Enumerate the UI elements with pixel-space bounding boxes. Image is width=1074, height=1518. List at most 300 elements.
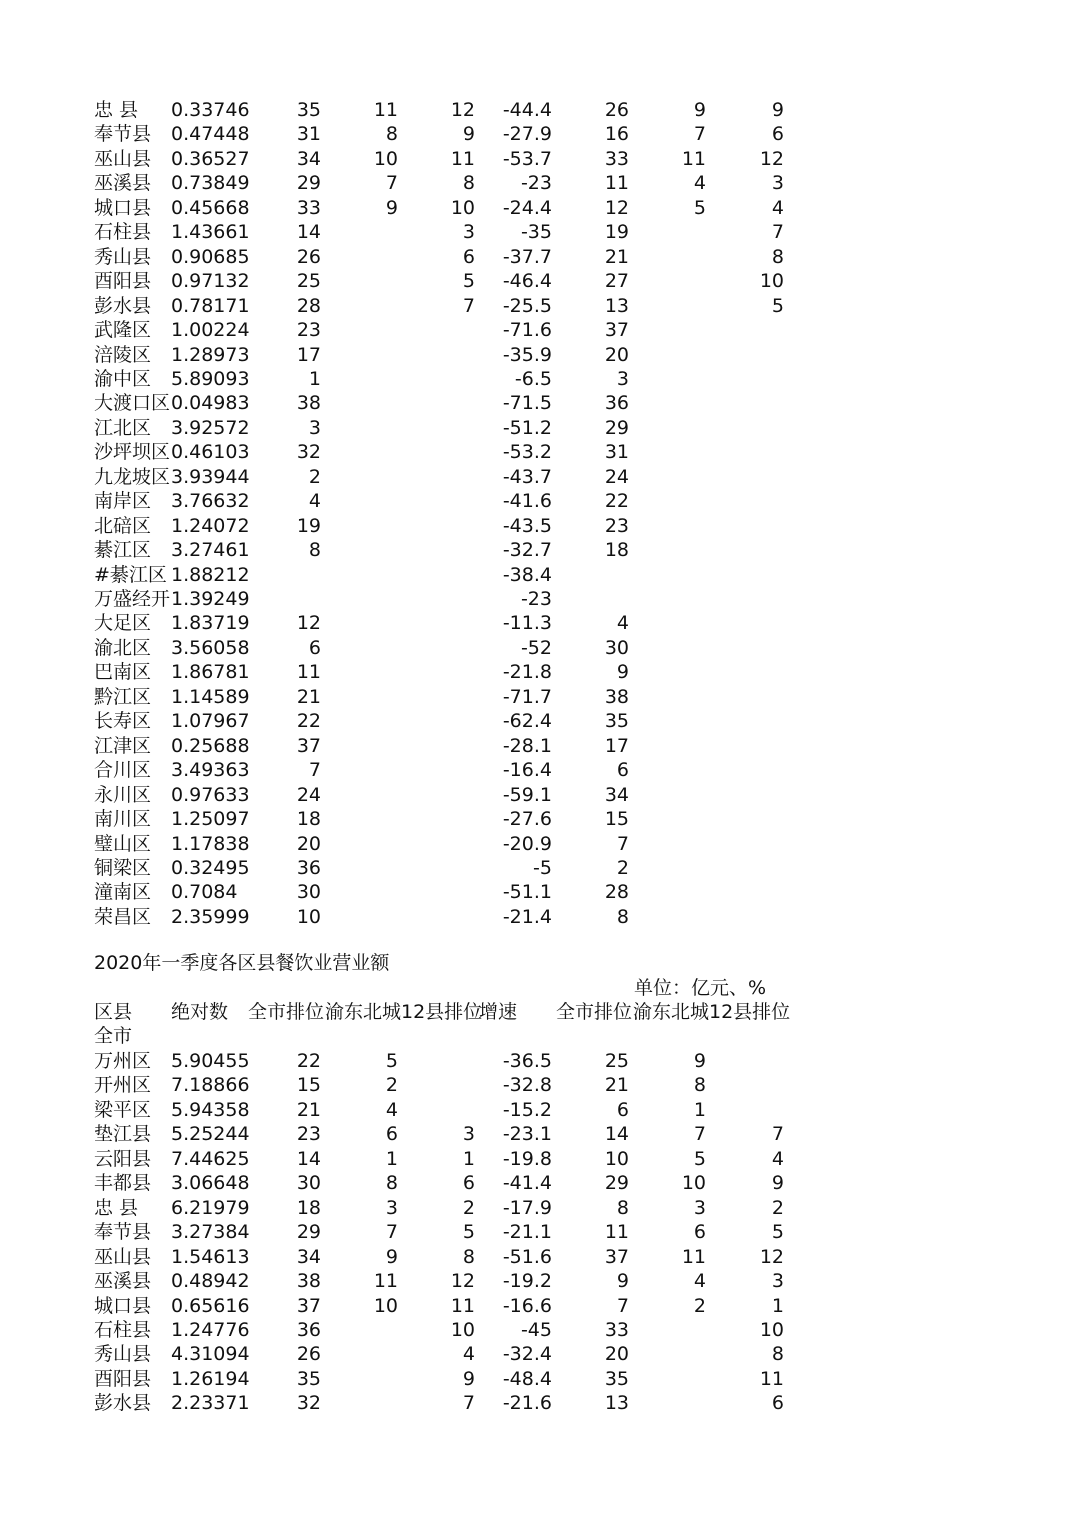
table-cell: 奉节县 — [94, 123, 152, 146]
table-cell: 36 — [296, 856, 321, 879]
table-cell: 11 — [373, 1270, 398, 1293]
table-cell: 巴南区 — [94, 661, 152, 684]
table-cell: 6 — [616, 1098, 629, 1121]
table-cell: 丰都县 — [94, 1172, 152, 1195]
table-row — [0, 1269, 1074, 1293]
table-cell: 7 — [616, 832, 629, 855]
table-cell: 4 — [693, 172, 706, 195]
table-cell: 4 — [616, 612, 629, 635]
table-cell: 石柱县 — [94, 1318, 152, 1341]
table-row — [0, 1294, 1074, 1318]
table-cell: 12 — [450, 99, 475, 121]
table-cell: 15 — [604, 808, 629, 831]
table-cell: 1.88212 — [171, 563, 250, 586]
table-cell: 3 — [385, 1196, 398, 1219]
table-row — [0, 1245, 1074, 1269]
table-cell: 潼南区 — [94, 881, 152, 904]
table-cell: -21.6 — [502, 1392, 552, 1415]
table-cell: 0.97132 — [171, 270, 250, 293]
table-cell: 9 — [693, 1050, 706, 1072]
table-cell: -43.7 — [502, 465, 552, 488]
table-cell: 3.56058 — [171, 636, 250, 659]
table-cell: 8 — [616, 905, 629, 928]
table-cell: 0.48942 — [171, 1270, 250, 1293]
table-cell: 巫山县 — [94, 1245, 152, 1268]
table-cell: 7.18866 — [171, 1074, 250, 1097]
table-cell: 0.97633 — [171, 783, 250, 806]
table-row — [0, 709, 1074, 733]
table-cell: 31 — [296, 123, 321, 146]
table-cell: 云阳县 — [94, 1147, 152, 1170]
table-cell: 九龙坡区 — [94, 465, 171, 488]
table-row — [0, 734, 1074, 758]
table-cell: 0.65616 — [171, 1294, 250, 1317]
table-cell: 14 — [296, 1147, 321, 1170]
table-cell: 江北区 — [94, 416, 152, 439]
table-cell: -32.8 — [502, 1074, 552, 1097]
header-rank-city: 全市排位 — [248, 1001, 325, 1023]
table-cell: 26 — [296, 1343, 321, 1366]
table-cell: -35.9 — [502, 343, 552, 366]
table-cell: 31 — [604, 441, 629, 464]
table-cell: -23 — [520, 588, 552, 610]
table-cell: 14 — [296, 221, 321, 244]
table-cell: -52 — [520, 636, 552, 659]
table-cell: 奉节县 — [94, 1221, 152, 1244]
table-row — [0, 685, 1074, 709]
table-cell: 彭水县 — [94, 294, 152, 317]
table-cell: 34 — [296, 1245, 321, 1268]
table-cell: -19.8 — [502, 1147, 552, 1170]
table-cell: 1.07967 — [171, 710, 250, 733]
table-cell: 7 — [462, 294, 475, 317]
table-cell: 1.24072 — [171, 514, 250, 537]
table-cell: 9 — [616, 661, 629, 684]
table-cell: -21.4 — [502, 905, 552, 928]
table-cell: 7 — [693, 1123, 706, 1146]
table-cell: 14 — [604, 1123, 629, 1146]
table-cell: -36.5 — [502, 1050, 552, 1072]
table-cell: 38 — [604, 685, 629, 708]
table-cell: 9 — [462, 1367, 475, 1390]
table-cell: 沙坪坝区 — [94, 441, 171, 464]
table-cell: 4 — [693, 1270, 706, 1293]
table-cell: 4 — [771, 1147, 784, 1170]
table-cell: -71.6 — [502, 319, 552, 342]
header-rank-city-2: 全市排位 — [556, 1001, 633, 1023]
table-cell: -35 — [520, 221, 552, 244]
table-row — [0, 220, 1074, 244]
table-cell: 忠 县 — [94, 1196, 139, 1219]
table-cell: 10 — [450, 196, 475, 219]
whole-city-row — [0, 1024, 1074, 1048]
table-cell: 渝北区 — [94, 636, 152, 659]
table-cell: 合川区 — [94, 759, 152, 782]
table-cell: 6 — [308, 636, 321, 659]
unit-label: 单位：亿元、% — [634, 977, 767, 999]
table-cell: 9 — [693, 99, 706, 121]
table-cell: 江津区 — [94, 734, 152, 757]
table-cell: 9 — [771, 99, 784, 121]
table-row — [0, 147, 1074, 171]
table-cell: 酉阳县 — [94, 270, 152, 293]
table-cell: 32 — [296, 441, 321, 464]
table-cell: 6 — [385, 1123, 398, 1146]
table-cell: -45 — [520, 1318, 552, 1341]
table-cell: -25.5 — [502, 294, 552, 317]
table-cell: 1 — [693, 1098, 706, 1121]
table-cell: 9 — [385, 196, 398, 219]
table-cell: 石柱县 — [94, 221, 152, 244]
table-cell: -27.6 — [502, 808, 552, 831]
table-cell: 19 — [604, 221, 629, 244]
table-row — [0, 563, 1074, 587]
table-row — [0, 98, 1074, 122]
table-cell: 11 — [759, 1367, 784, 1390]
table-cell: 武隆区 — [94, 319, 152, 342]
table-cell: 彭水县 — [94, 1392, 152, 1415]
table-cell: 璧山区 — [94, 832, 152, 855]
table-cell: 2 — [385, 1074, 398, 1097]
table-row — [0, 1171, 1074, 1195]
table-cell: 7 — [385, 1221, 398, 1244]
table-cell: 37 — [296, 1294, 321, 1317]
table-cell: 7 — [462, 1392, 475, 1415]
table-cell: 30 — [296, 881, 321, 904]
table-cell: 2 — [308, 465, 321, 488]
table-row — [0, 294, 1074, 318]
table-cell: 7 — [616, 1294, 629, 1317]
table-cell: 大渡口区 — [94, 392, 171, 415]
table-cell: 7 — [771, 221, 784, 244]
table-cell: 3 — [693, 1196, 706, 1219]
table-cell: 0.45668 — [171, 196, 250, 219]
table-2-header-row — [0, 1000, 1074, 1024]
table-cell: 城口县 — [94, 196, 152, 219]
table-cell: 5 — [462, 270, 475, 293]
table-cell: 22 — [296, 1050, 321, 1072]
table-row — [0, 1342, 1074, 1366]
table-cell: 12 — [450, 1270, 475, 1293]
table-cell: 5.89093 — [171, 367, 250, 390]
table-cell: 3 — [308, 416, 321, 439]
table-cell: -71.5 — [502, 392, 552, 415]
table-row — [0, 245, 1074, 269]
table-cell: -71.7 — [502, 685, 552, 708]
table-row — [0, 905, 1074, 929]
table-cell: 巫溪县 — [94, 172, 152, 195]
table-cell: 21 — [604, 245, 629, 268]
table-cell: 忠 县 — [94, 99, 139, 121]
table-cell: 17 — [604, 734, 629, 757]
table-cell: 20 — [604, 1343, 629, 1366]
table-row — [0, 1122, 1074, 1146]
table-cell: 9 — [771, 1172, 784, 1195]
table-cell: 25 — [604, 1050, 629, 1072]
table-cell: 35 — [604, 1367, 629, 1390]
table-cell: 30 — [604, 636, 629, 659]
table-cell: 21 — [296, 1098, 321, 1121]
table-cell: 34 — [296, 147, 321, 170]
table-cell: 17 — [296, 343, 321, 366]
table-cell: 12 — [604, 196, 629, 219]
table-cell: 11 — [681, 1245, 706, 1268]
table-cell: -48.4 — [502, 1367, 552, 1390]
table-cell: 6 — [693, 1221, 706, 1244]
table-row — [0, 611, 1074, 635]
table-cell: 23 — [296, 1123, 321, 1146]
whole-city-label: 全市 — [94, 1025, 133, 1047]
table-cell: 梁平区 — [94, 1098, 152, 1121]
table-cell: 10 — [681, 1172, 706, 1195]
table-cell: 0.78171 — [171, 294, 250, 317]
table-cell: 万州区 — [94, 1050, 152, 1072]
table-row — [0, 269, 1074, 293]
table-row — [0, 538, 1074, 562]
table-cell: 5 — [771, 294, 784, 317]
table-cell: -6.5 — [514, 367, 552, 390]
table-cell: 32 — [296, 1392, 321, 1415]
table-cell: -28.1 — [502, 734, 552, 757]
table-cell: 27 — [604, 270, 629, 293]
table-cell: -21.8 — [502, 661, 552, 684]
table-row — [0, 832, 1074, 856]
table-cell: 5 — [693, 1147, 706, 1170]
table-cell: 33 — [604, 147, 629, 170]
table-cell: 8 — [771, 1343, 784, 1366]
table-row — [0, 196, 1074, 220]
table-cell: -5 — [533, 856, 552, 879]
table-cell: 1.17838 — [171, 832, 250, 855]
table-cell: 3.27461 — [171, 539, 250, 562]
table-cell: 1.00224 — [171, 319, 250, 342]
table-row — [0, 758, 1074, 782]
table-cell: -11.3 — [502, 612, 552, 635]
table-cell: 1.86781 — [171, 661, 250, 684]
table-cell: 12 — [296, 612, 321, 635]
table-cell: 荣昌区 — [94, 905, 152, 928]
table-cell: 万盛经开 — [94, 588, 171, 610]
table-cell: 6.21979 — [171, 1196, 250, 1219]
table-cell: 8 — [693, 1074, 706, 1097]
table-cell: 0.90685 — [171, 245, 250, 268]
table-cell: 6 — [771, 1392, 784, 1415]
table-cell: 8 — [462, 1245, 475, 1268]
table-cell: -41.6 — [502, 490, 552, 513]
table-cell: 涪陵区 — [94, 343, 152, 366]
table-cell: 3.76632 — [171, 490, 250, 513]
table-row — [0, 440, 1074, 464]
table-cell: 20 — [296, 832, 321, 855]
table-cell: 11 — [373, 99, 398, 121]
table-row — [0, 1073, 1074, 1097]
table-cell: 8 — [616, 1196, 629, 1219]
table-cell: -21.1 — [502, 1221, 552, 1244]
table-cell: 19 — [296, 514, 321, 537]
table-row — [0, 1147, 1074, 1171]
table-cell: 28 — [604, 881, 629, 904]
table-cell: 7 — [308, 759, 321, 782]
table-cell: 0.46103 — [171, 441, 250, 464]
table-cell: 36 — [296, 1318, 321, 1341]
table-cell: 29 — [604, 416, 629, 439]
table-cell: 18 — [604, 539, 629, 562]
table-cell: 29 — [296, 172, 321, 195]
table-cell: 0.73849 — [171, 172, 250, 195]
header-rank-east-north: 渝东北城12县排位 — [325, 1001, 483, 1023]
table-cell: -19.2 — [502, 1270, 552, 1293]
table-cell: 长寿区 — [94, 710, 152, 733]
table-cell: 1 — [308, 367, 321, 390]
header-district: 区县 — [94, 1001, 133, 1023]
table-cell: 35 — [604, 710, 629, 733]
table-cell: 5 — [693, 196, 706, 219]
table-cell: -32.7 — [502, 539, 552, 562]
table-cell: -53.7 — [502, 147, 552, 170]
table-cell: -15.2 — [502, 1098, 552, 1121]
table-cell: -24.4 — [502, 196, 552, 219]
table-cell: 4 — [308, 490, 321, 513]
table-cell: 9 — [462, 123, 475, 146]
table-cell: 23 — [604, 514, 629, 537]
table-cell: 1 — [771, 1294, 784, 1317]
table-cell: 3 — [771, 1270, 784, 1293]
table-cell: #綦江区 — [94, 563, 167, 586]
table-cell: 2 — [462, 1196, 475, 1219]
table-row — [0, 514, 1074, 538]
table-cell: 0.36527 — [171, 147, 250, 170]
table-cell: 4 — [462, 1343, 475, 1366]
table-cell: 垫江县 — [94, 1123, 152, 1146]
table-row — [0, 489, 1074, 513]
table-cell: 11 — [450, 1294, 475, 1317]
table-cell: 2 — [693, 1294, 706, 1317]
table-cell: 3 — [616, 367, 629, 390]
table-cell: 11 — [450, 147, 475, 170]
table-2-title: 2020年一季度各区县餐饮业营业额 — [94, 952, 390, 974]
header-growth: 增速 — [479, 1001, 518, 1023]
table-cell: 4.31094 — [171, 1343, 250, 1366]
table-cell: 10 — [373, 1294, 398, 1317]
table-cell: 26 — [604, 99, 629, 121]
table-cell: 5 — [771, 1221, 784, 1244]
table-cell: 18 — [296, 1196, 321, 1219]
table-cell: -16.6 — [502, 1294, 552, 1317]
table-cell: 36 — [604, 392, 629, 415]
table-cell: 3.92572 — [171, 416, 250, 439]
table-cell: 10 — [450, 1318, 475, 1341]
table-row — [0, 1049, 1074, 1073]
table-cell: 0.04983 — [171, 392, 250, 415]
table-cell: 2.23371 — [171, 1392, 250, 1415]
table-cell: -27.9 — [502, 123, 552, 146]
table-cell: 0.25688 — [171, 734, 250, 757]
table-cell: 10 — [759, 270, 784, 293]
table-cell: 1.28973 — [171, 343, 250, 366]
table-cell: 26 — [296, 245, 321, 268]
table-cell: 南岸区 — [94, 490, 152, 513]
table-row — [0, 636, 1074, 660]
table-cell: 35 — [296, 99, 321, 121]
table-cell: 2.35999 — [171, 905, 250, 928]
table-cell: 0.33746 — [171, 99, 250, 121]
table-cell: 10 — [604, 1147, 629, 1170]
table-cell: 1 — [385, 1147, 398, 1170]
table-cell: 16 — [604, 123, 629, 146]
table-cell: 2 — [771, 1196, 784, 1219]
table-cell: -51.2 — [502, 416, 552, 439]
table-row — [0, 856, 1074, 880]
table-cell: 酉阳县 — [94, 1367, 152, 1390]
table-cell: 1.14589 — [171, 685, 250, 708]
table-cell: 5 — [385, 1050, 398, 1072]
table-row — [0, 1196, 1074, 1220]
table-cell: 8 — [462, 172, 475, 195]
table-cell: 1.25097 — [171, 808, 250, 831]
table-cell: 綦江区 — [94, 539, 152, 562]
table-row — [0, 660, 1074, 684]
table-cell: 10 — [296, 905, 321, 928]
table-cell: 21 — [604, 1074, 629, 1097]
table-cell: 巫溪县 — [94, 1270, 152, 1293]
table-row — [0, 880, 1074, 904]
table-cell: 7 — [771, 1123, 784, 1146]
table-cell: 33 — [604, 1318, 629, 1341]
table-cell: 7 — [385, 172, 398, 195]
table-row — [0, 1220, 1074, 1244]
table-row — [0, 1318, 1074, 1342]
table-cell: -32.4 — [502, 1343, 552, 1366]
table-cell: 6 — [771, 123, 784, 146]
table-cell: 1 — [462, 1147, 475, 1170]
table-cell: 6 — [616, 759, 629, 782]
table-cell: 6 — [462, 1172, 475, 1195]
table-row — [0, 1098, 1074, 1122]
table-cell: -46.4 — [502, 270, 552, 293]
table-row — [0, 1367, 1074, 1391]
table-cell: 38 — [296, 1270, 321, 1293]
table-cell: 24 — [296, 783, 321, 806]
table-cell: 23 — [296, 319, 321, 342]
table-row — [0, 367, 1074, 391]
table-cell: 13 — [604, 294, 629, 317]
table-cell: 北碚区 — [94, 514, 152, 537]
table-cell: 11 — [604, 1221, 629, 1244]
table-cell: 5.90455 — [171, 1050, 250, 1072]
table-cell: -51.1 — [502, 881, 552, 904]
table-cell: 28 — [296, 294, 321, 317]
table-row — [0, 343, 1074, 367]
table-row — [0, 587, 1074, 611]
table-cell: 9 — [385, 1245, 398, 1268]
table-cell: 6 — [462, 245, 475, 268]
table-cell: 1.39249 — [171, 588, 250, 610]
header-rank-east-north-2: 渝东北城12县排位 — [633, 1001, 791, 1023]
table-cell: 0.32495 — [171, 856, 250, 879]
table-cell: 巫山县 — [94, 147, 152, 170]
table-cell: 开州区 — [94, 1074, 152, 1097]
table-cell: 1.43661 — [171, 221, 250, 244]
table-cell: 黔江区 — [94, 685, 152, 708]
table-cell: 22 — [296, 710, 321, 733]
table-cell: 24 — [604, 465, 629, 488]
table-cell: 3 — [771, 172, 784, 195]
table-cell: 大足区 — [94, 612, 152, 635]
table-cell: 38 — [296, 392, 321, 415]
table-cell: 5.94358 — [171, 1098, 250, 1121]
table-cell: -37.7 — [502, 245, 552, 268]
table-cell: 21 — [296, 685, 321, 708]
